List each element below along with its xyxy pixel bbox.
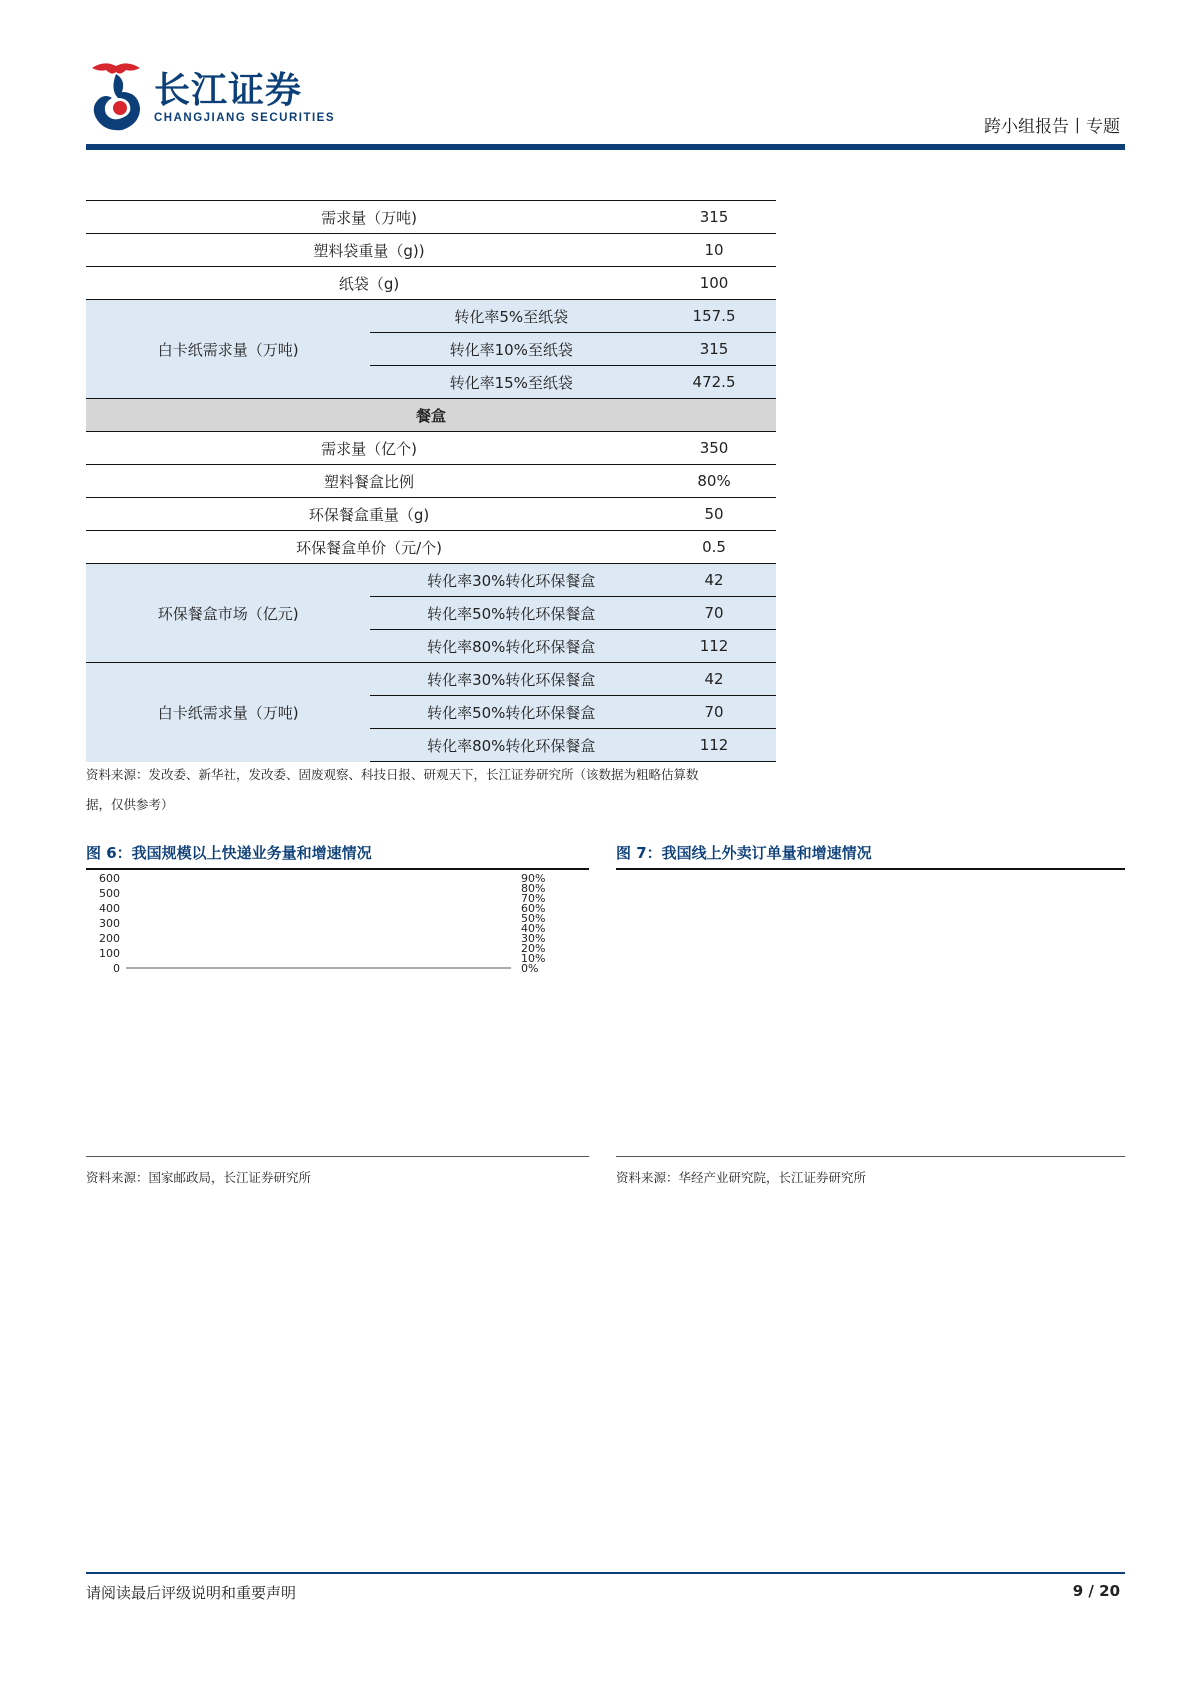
row-label: 环保餐盒重量（g) xyxy=(86,498,652,531)
group-label: 白卡纸需求量（万吨) xyxy=(86,300,370,399)
report-tag: 跨小组报告丨专题 xyxy=(984,117,1120,137)
figure6-title: 图 6：我国规模以上快递业务量和增速情况 xyxy=(86,844,372,862)
table-source-line1: 资料来源：发改委、新华社，发改委、固废观察、科技日报、研观天下，长江证券研究所（该数据为粗略估算数 xyxy=(86,767,699,782)
y-left-tick-label: 100 xyxy=(99,947,120,960)
row-label: 需求量（亿个) xyxy=(86,432,652,465)
estimate-table xyxy=(86,200,776,762)
y-right-tick-label: 30% xyxy=(521,932,546,945)
y-left-tick-label: 600 xyxy=(99,872,120,885)
y-right-tick-label: 90% xyxy=(521,872,546,885)
y-right-tick-label: 40% xyxy=(521,922,546,935)
figure6-chart xyxy=(86,872,589,1152)
figure7-bottom-rule xyxy=(616,1156,1125,1157)
table-source-line2: 据，仅供参考） xyxy=(86,797,174,812)
table-row xyxy=(86,201,776,234)
section-header-row xyxy=(86,399,776,432)
y-right-tick-label: 0% xyxy=(521,962,539,975)
row-value: 42 xyxy=(652,564,776,597)
y-right-tick-label: 50% xyxy=(521,912,546,925)
row-label: 转化率10%至纸袋 xyxy=(370,333,652,366)
row-label: 转化率5%至纸袋 xyxy=(370,300,652,333)
figure6-bottom-rule xyxy=(86,1156,589,1157)
row-value: 70 xyxy=(652,696,776,729)
row-value: 100 xyxy=(652,267,776,300)
row-value: 472.5 xyxy=(652,366,776,399)
table-row xyxy=(86,234,776,267)
y-left-tick-label: 200 xyxy=(99,932,120,945)
y-right-tick-label: 10% xyxy=(521,952,546,965)
row-label: 转化率50%转化环保餐盒 xyxy=(370,696,652,729)
section-header: 餐盒 xyxy=(86,399,776,432)
y-right-tick-label: 70% xyxy=(521,892,546,905)
figure6-top-rule xyxy=(86,868,589,870)
logo-chinese-text: 长江证券 xyxy=(154,69,303,111)
footer-disclaimer: 请阅读最后评级说明和重要声明 xyxy=(86,1584,297,1602)
y-right-tick-label: 80% xyxy=(521,882,546,895)
row-label: 塑料袋重量（g)) xyxy=(86,234,652,267)
footer-divider xyxy=(86,1572,1125,1574)
row-label: 环保餐盒单价（元/个) xyxy=(86,531,652,564)
company-logo xyxy=(86,58,386,138)
row-label: 纸袋（g) xyxy=(86,267,652,300)
table-row xyxy=(86,267,776,300)
row-label: 转化率80%转化环保餐盒 xyxy=(370,729,652,762)
group-label: 环保餐盒市场（亿元) xyxy=(86,564,370,663)
table-row xyxy=(86,564,776,597)
row-value: 50 xyxy=(652,498,776,531)
page-number: 9 / 20 xyxy=(1072,1582,1120,1600)
row-value: 0.5 xyxy=(652,531,776,564)
row-label: 塑料餐盒比例 xyxy=(86,465,652,498)
row-value: 80% xyxy=(652,465,776,498)
row-value: 70 xyxy=(652,597,776,630)
y-right-tick-label: 20% xyxy=(521,942,546,955)
y-left-tick-label: 500 xyxy=(99,887,120,900)
y-right-tick-label: 60% xyxy=(521,902,546,915)
row-value: 315 xyxy=(652,333,776,366)
row-label: 转化率50%转化环保餐盒 xyxy=(370,597,652,630)
table-row xyxy=(86,663,776,696)
logo-emblem-icon xyxy=(86,58,148,138)
y-left-tick-label: 300 xyxy=(99,917,120,930)
row-label: 转化率15%至纸袋 xyxy=(370,366,652,399)
figure6-source: 资料来源：国家邮政局，长江证券研究所 xyxy=(86,1170,312,1185)
group-label: 白卡纸需求量（万吨) xyxy=(86,663,370,762)
figure7-top-rule xyxy=(616,868,1125,870)
table-row xyxy=(86,432,776,465)
row-value: 112 xyxy=(652,729,776,762)
y-left-tick-label: 0 xyxy=(113,962,120,975)
row-value: 112 xyxy=(652,630,776,663)
row-label: 转化率80%转化环保餐盒 xyxy=(370,630,652,663)
header-divider xyxy=(86,144,1125,150)
row-value: 10 xyxy=(652,234,776,267)
logo-english-text: CHANGJIANG SECURITIES xyxy=(154,112,336,124)
row-value: 350 xyxy=(652,432,776,465)
row-label: 转化率30%转化环保餐盒 xyxy=(370,564,652,597)
row-value: 315 xyxy=(652,201,776,234)
row-label: 转化率30%转化环保餐盒 xyxy=(370,663,652,696)
figure7-chart xyxy=(616,872,1125,1152)
row-value: 157.5 xyxy=(652,300,776,333)
table-row xyxy=(86,498,776,531)
y-left-tick-label: 400 xyxy=(99,902,120,915)
figure7-title: 图 7：我国线上外卖订单量和增速情况 xyxy=(616,844,872,862)
table-row xyxy=(86,531,776,564)
figure7-source: 资料来源：华经产业研究院，长江证券研究所 xyxy=(616,1170,867,1185)
row-label: 需求量（万吨) xyxy=(86,201,652,234)
row-value: 42 xyxy=(652,663,776,696)
table-row xyxy=(86,300,776,333)
table-row xyxy=(86,465,776,498)
